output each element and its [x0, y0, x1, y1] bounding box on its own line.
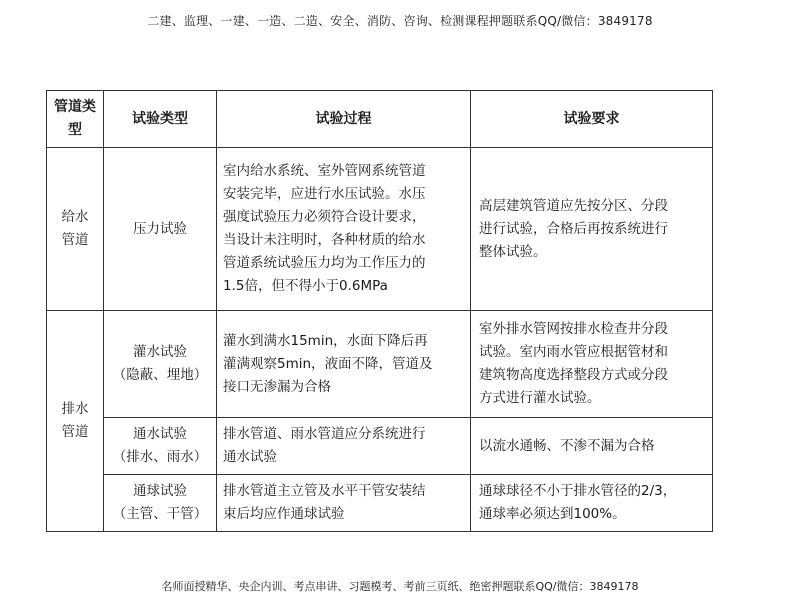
test-type-cell — [104, 311, 217, 418]
table-row — [47, 148, 713, 311]
requirement-cell — [471, 418, 713, 475]
requirement-line: 整体试验。 — [479, 243, 547, 260]
process-line: 1.5倍，但不得小于0.6MPa — [223, 278, 388, 294]
header-test-type: 试验类型 — [104, 91, 217, 148]
test-type-line: 通水试验 — [133, 426, 187, 442]
process-cell — [217, 475, 471, 532]
process-line: 通水试验 — [223, 449, 277, 465]
pipe-type-line: 给水 — [61, 209, 89, 225]
process-cell — [217, 311, 471, 418]
page-header: 二建、监理、一建、一造、二造、安全、消防、咨询、检测课程押题联系QQ/微信：3849178 — [147, 14, 653, 28]
table-row — [47, 418, 713, 475]
requirement-line: 通球球径不小于排水管径的2/3， — [479, 483, 677, 499]
pipe-type-line: 排水 — [61, 401, 89, 417]
process-line: 灌满观察5min，液面不降，管道及 — [223, 355, 433, 372]
requirement-cell — [471, 475, 713, 532]
process-line: 强度试验压力必须符合设计要求， — [223, 209, 426, 225]
process-cell — [217, 148, 471, 311]
header-process: 试验过程 — [217, 91, 471, 148]
requirement-line: 进行试验，合格后再按系统进行 — [479, 220, 668, 237]
test-type-line: （隐蔽、埋地） — [112, 367, 208, 383]
header-pipe-type-line: 型 — [68, 122, 82, 138]
requirement-cell — [471, 311, 713, 418]
requirement-line: 试验。室内雨水管应根据管材和 — [479, 344, 668, 360]
test-type-line: 通球试验 — [133, 483, 187, 499]
test-type-cell — [104, 148, 217, 311]
process-line: 当设计未注明时，各种材质的给水 — [223, 232, 426, 248]
test-type-cell — [104, 418, 217, 475]
process-line: 管道系统试验压力均为工作压力的 — [223, 255, 426, 271]
test-type-line: （主管、干管） — [112, 506, 208, 522]
header-pipe-type — [47, 91, 104, 148]
process-line: 灌水到满水15min，水面下降后再 — [223, 332, 428, 349]
pipe-type-cell — [47, 148, 104, 311]
process-line: 排水管道主立管及水平干管安装结 — [223, 483, 426, 499]
test-type-line: 灌水试验 — [133, 344, 187, 360]
requirement-line: 建筑物高度选择整段方式或分段 — [479, 367, 668, 383]
requirement-line: 通球率必须达到100%。 — [479, 506, 626, 522]
pipe-type-cell — [47, 311, 104, 532]
process-line: 接口无渗漏为合格 — [223, 378, 331, 395]
header-pipe-type-line: 管道类 — [54, 99, 96, 115]
process-line: 束后均应作通球试验 — [223, 506, 345, 522]
process-line: 室内给水系统、室外管网系统管道 — [223, 163, 426, 179]
table-header-row — [47, 91, 713, 148]
process-line: 安装完毕，应进行水压试验。水压 — [223, 186, 426, 202]
requirement-cell — [471, 148, 713, 311]
header-requirement: 试验要求 — [471, 91, 713, 148]
requirement-line: 以流水通畅、不渗不漏为合格 — [479, 437, 655, 454]
requirement-line: 方式进行灌水试验。 — [479, 390, 601, 406]
pipe-type-line: 管道 — [61, 424, 89, 440]
requirement-line: 室外排水管网按排水检查井分段 — [479, 321, 668, 337]
test-type-line: 压力试验 — [133, 220, 187, 237]
process-line: 排水管道、雨水管道应分系统进行 — [223, 426, 426, 442]
table-row — [47, 311, 713, 418]
test-type-cell — [104, 475, 217, 532]
pipe-test-table — [46, 90, 713, 532]
process-cell — [217, 418, 471, 475]
table-row — [47, 475, 713, 532]
pipe-type-line: 管道 — [61, 232, 89, 248]
test-type-line: （排水、雨水） — [112, 449, 208, 465]
page-footer: 名师面授精华、央企内训、考点串讲、习题模考、考前三页纸、绝密押题联系QQ/微信：3849178 — [161, 580, 639, 593]
requirement-line: 高层建筑管道应先按分区、分段 — [479, 197, 668, 214]
